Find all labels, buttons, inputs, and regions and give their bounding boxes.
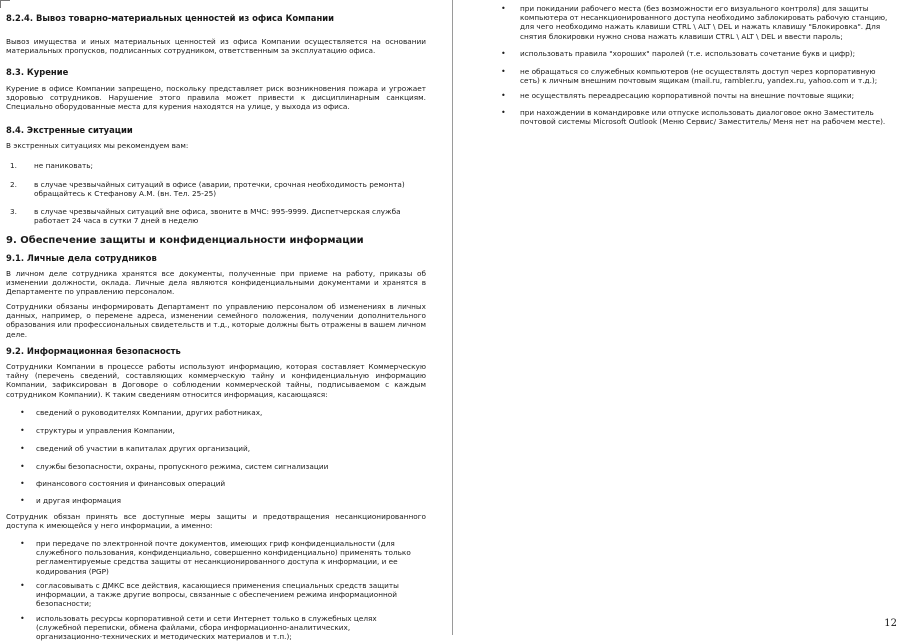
list-number: 3. [10,207,17,216]
heading-9-1: 9.1. Личные дела сотрудников [6,253,157,263]
bullet-dot-icon: • [20,496,25,505]
bullet-dot-icon: • [501,91,506,100]
bullet-text: службы безопасности, охраны, пропускного режима, систем сигнализации [36,462,329,471]
paragraph-8-3: Курение в офисе Компании запрещено, поскольку представляет риск возникновения пожара и угрожает здоровью сотрудников. Нарушение этого правила может привести к дисциплинарным санкциям. Специально оборудованные места для курения находятся на улице, у выхода из офиса. [6,84,426,112]
bullet-text: сведений о руководителях Компании, других работниках, [36,408,263,417]
paragraph-8-2-4: Вывоз имущества и иных материальных ценностей из офиса Компании осуществляется на основании материальных пропусков, подписанных сотрудником, ответственным за эксплуатацию офиса. [6,37,426,56]
bullet-text: использовать правила "хороших" паролей (т.е. использовать сочетание букв и цифр); [520,49,856,58]
bullet-dot-icon: • [20,614,25,623]
bullet-dot-icon: • [20,426,25,435]
heading-9-2: 9.2. Информационная безопасность [6,346,181,356]
list-number: 2. [10,180,17,189]
bullet-text: согласовывать с ДМКС все действия, касающиеся применения специальных средств защиты информации, а также другие вопросы, связанные с обеспечением режима информационной безопасности; [36,581,399,609]
bullet-text: не обращаться со служебных компьютеров (не осуществлять доступ через корпоративную сеть) к личным внешним почтовым ящикам (mail.ru, rambler.ru, yandex.ru, yahoo.com и т.д.); [520,67,878,86]
bullet-dot-icon: • [501,67,506,76]
heading-9: 9. Обеспечение защиты и конфиденциальности информации [6,235,364,246]
right-page [454,0,905,635]
heading-8-2-4: 8.2.4. Вывоз товарно-материальных ценностей из офиса Компании [6,13,334,23]
bullet-dot-icon: • [20,444,25,453]
bullet-text: при передаче по электронной почте документов, имеющих гриф конфиденциальности (для служебного пользования, конфиденциально, совершенно конфиденциально) применять только регламентируемые средства защиты от несанкционированного доступа к информации, и ее кодирования (PGP) [36,539,411,576]
bullet-dot-icon: • [20,581,25,590]
page-corner-mark [0,0,10,8]
bullet-text: сведений об участии в капиталах других организаций, [36,444,251,453]
paragraph-9-2-b: Сотрудник обязан принять все доступные меры защиты и предотвращения несанкционированного доступа к имеющейся у него информации, а именно: [6,512,426,531]
paragraph-9-1-a: В личном деле сотрудника хранятся все документы, полученные при приеме на работу, приказы об изменении должности, оклада. Личные дела являются конфиденциальными документами и хранятся в Департаменте по управлению персоналом. [6,269,426,297]
paragraph-9-2-a: Сотрудники Компании в процессе работы используют информацию, которая составляет Коммерческую тайну (перечень сведений, составляющих коммерческую тайну и конфиденциальную информацию Компании, зафиксирован в Договоре о соблюдении коммерческой тайны, подписываемом с каждым сотрудником Компании). К таким сведениям относится информация, касающаяся: [6,362,426,399]
heading-8-3: 8.3. Курение [6,67,69,77]
list-text: в случае чрезвычайных ситуаций вне офиса, звоните в МЧС: 995-9999. Диспетчерская служба работает 24 часа в сутки 7 дней в неделю [34,207,401,226]
list-text: в случае чрезвычайных ситуаций в офисе (аварии, протечки, срочная необходимость ремонта) обращайтесь к Стефанову А.М. (вн. Тел. 25-25) [34,180,405,199]
bullet-text: при покидании рабочего места (без возможности его визуального контроля) для защиты компьютера от несанкционированного доступа необходимо заблокировать рабочую станцию, для чего необходимо нажать клавиши CTRL \ ALT \ DEL и нажать клавишу "Блокировка". Для снятия блокировки нужно снова нажать клавиши CTRL \ ALT \ DEL и ввести пароль; [520,4,888,41]
bullet-dot-icon: • [20,479,25,488]
paragraph-9-1-b: Сотрудники обязаны информировать Департамент по управлению персоналом об изменениях в личных данных, например, о перемене адреса, изменении семейного положения, получении дополнительного образования или профессиональных свидетельств и т.д., которые должны быть отражены в вашем личном деле. [6,302,426,339]
bullet-text: структуры и управления Компании, [36,426,175,435]
bullet-dot-icon: • [20,462,25,471]
bullet-dot-icon: • [501,49,506,58]
bullet-text: не осуществлять переадресацию корпоративной почты на внешние почтовые ящики; [520,91,855,100]
bullet-text: при нахождении в командировке или отпуске использовать диалоговое окно Заместитель почтовой системы Microsoft Outlook (Меню Сервис/ Заместитель/ Меня нет на рабочем месте). [520,108,886,127]
paragraph-8-4-intro: В экстренных ситуациях мы рекомендуем вам: [6,141,189,150]
page-number: 12 [884,618,897,629]
bullet-dot-icon: • [501,108,506,117]
bullet-text: финансового состояния и финансовых операций [36,479,226,488]
heading-8-4: 8.4. Экстренные ситуации [6,125,133,135]
list-text: не паниковать; [34,161,93,170]
bullet-text: и другая информация [36,496,121,505]
bullet-text: использовать ресурсы корпоративной сети и сети Интернет только в служебных целях (служебной переписки, обмена файлами, сбора информационно-аналитических, организационно-технических и методических материалов и т.п.); [36,614,377,642]
bullet-dot-icon: • [20,408,25,417]
bullet-dot-icon: • [501,4,506,13]
list-number: 1. [10,161,17,170]
bullet-dot-icon: • [20,539,25,548]
